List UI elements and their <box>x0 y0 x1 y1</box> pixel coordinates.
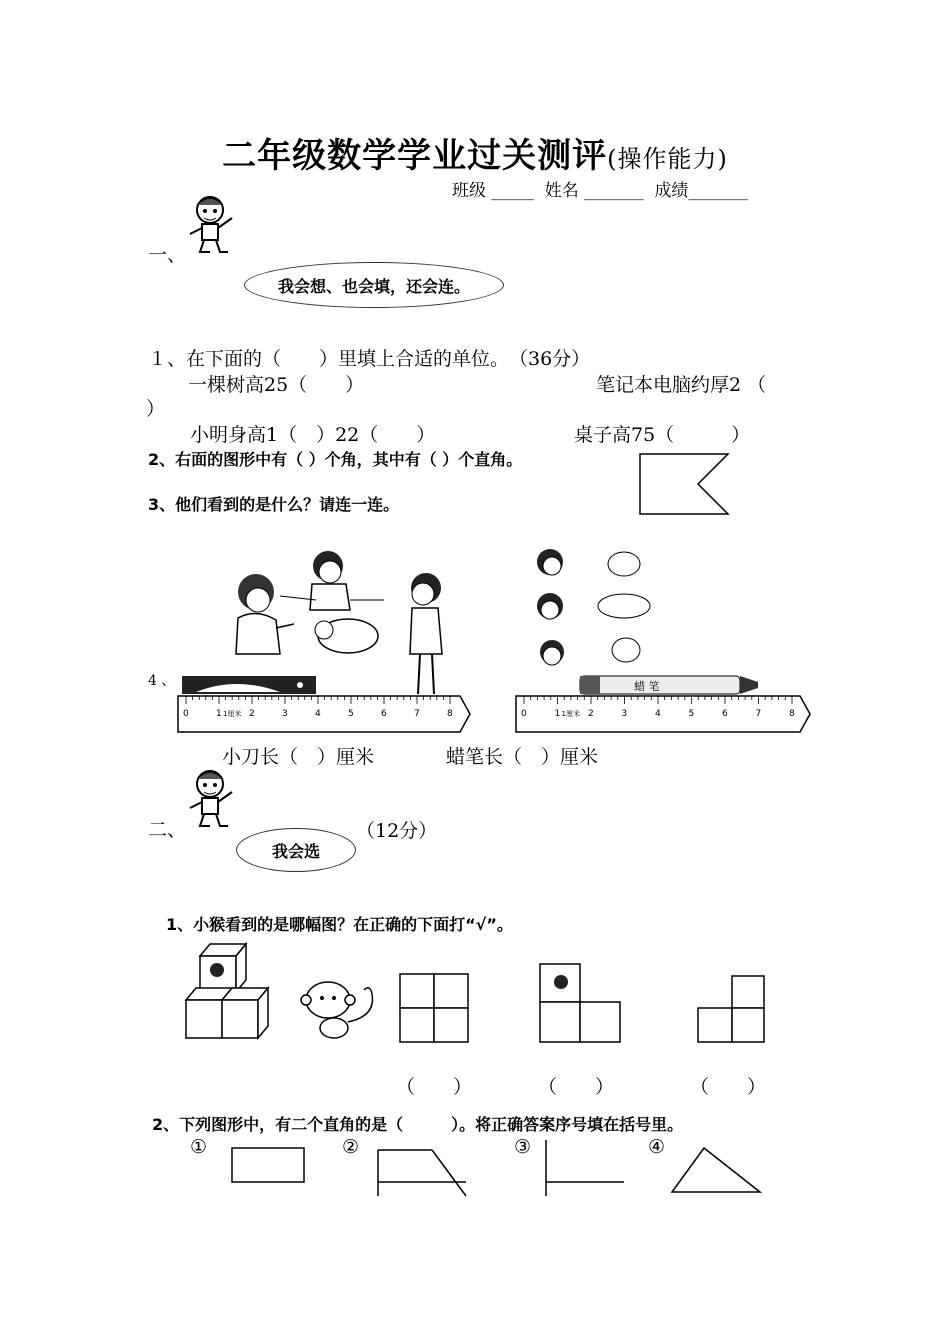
q2-stem: 2、右面的图形中有（ ）个角，其中有（ ）个直角。 <box>148 450 523 469</box>
ruler-tick-label: 6 <box>381 709 387 719</box>
ruler-tick-label: 5 <box>688 709 695 719</box>
shape-label-1: ① <box>190 1136 208 1158</box>
s2-q2-stem: 2、下列图形中，有二个直角的是（ ）。将正确答案序号填在括号里。 <box>152 1115 684 1134</box>
ruler-tick-label: 0 <box>183 709 189 719</box>
name-field[interactable]: 姓名 _______ <box>544 181 644 201</box>
children-viewing-pig-illustration <box>216 544 456 694</box>
cartoon-mascot-icon <box>180 764 240 834</box>
ruler-tick-label: 3 <box>282 709 288 719</box>
section2-bubble: 我会选 <box>236 828 356 872</box>
option-blank-2[interactable]: （ ） <box>538 1076 615 1098</box>
title-main: 二年级数学学业过关测评 <box>222 136 608 176</box>
ruler-tick-label: 6 <box>722 709 728 719</box>
score-field[interactable]: 成绩_______ <box>654 181 748 201</box>
shape-trapezoid-lines <box>378 1150 466 1196</box>
ruler-tick-label: 0 <box>521 709 527 719</box>
student-info <box>452 176 748 201</box>
option-blank-3[interactable]: （ ） <box>690 1076 767 1098</box>
s2-q1-stem: 1、小猴看到的是哪幅图？在正确的下面打“√”。 <box>166 915 513 934</box>
ruler-unit-label: 1厘米 <box>223 710 242 718</box>
ruler-tick-label: 7 <box>755 709 762 719</box>
q1-desk[interactable]: 桌子高75（ ） <box>574 424 751 446</box>
cube-views-figure <box>180 936 780 1048</box>
q1-laptop-close: ） <box>146 398 166 420</box>
ruler-tick-label: 8 <box>789 709 795 719</box>
section1-bubble: 我会想、也会填，还会连。 <box>244 262 504 308</box>
ruler-tick-label: 7 <box>414 709 420 719</box>
title-suffix: (操作能力) <box>607 145 728 173</box>
flag-shape-figure <box>636 450 732 518</box>
q3-stem: 3、他们看到的是什么？请连一连。 <box>148 495 400 514</box>
crayon-ruler-figure <box>514 674 824 736</box>
ruler-tick-label: 1 <box>554 709 561 719</box>
q1-laptop[interactable]: 笔记本电脑约厚2 （ <box>596 374 767 396</box>
shape-label-4: ④ <box>648 1136 666 1158</box>
views-matching-illustration <box>530 544 670 674</box>
shape-right-angle-lines <box>546 1140 624 1196</box>
ruler-unit-label: 1厘米 <box>561 710 580 718</box>
angle-shapes-figure <box>220 1140 780 1200</box>
option-blank-1[interactable]: （ ） <box>396 1076 473 1098</box>
page-title <box>0 128 950 177</box>
q1-tree[interactable]: 一棵树高25（ ） <box>188 374 365 396</box>
ruler-tick-label: 8 <box>447 709 453 719</box>
ruler-tick-label: 3 <box>621 709 628 719</box>
q1-ming[interactable]: 小明身高1（ ）22（ ） <box>190 424 436 446</box>
shape-label-2: ② <box>342 1136 360 1158</box>
section2-number: 二、 <box>148 819 187 841</box>
ruler-tick-label: 2 <box>588 709 594 719</box>
section1-number: 一、 <box>148 244 187 266</box>
cartoon-mascot-icon <box>180 190 240 260</box>
section2-score: （12分） <box>356 820 438 842</box>
ruler-tick-label: 4 <box>655 709 661 719</box>
q1-stem: １、在下面的（ ）里填上合适的单位。 （36分） <box>148 348 591 370</box>
ruler-tick-label: 2 <box>249 709 255 719</box>
shape-triangle <box>672 1148 760 1192</box>
ruler-tick-label: 4 <box>315 709 321 719</box>
shape-label-3: ③ <box>514 1136 532 1158</box>
class-field[interactable]: 班级 _____ <box>452 181 534 201</box>
q4-knife[interactable]: 小刀长（ ）厘米 <box>222 746 375 768</box>
q4-number: 4 、 <box>148 673 176 689</box>
shape-rectangle <box>232 1148 304 1182</box>
q4-crayon[interactable]: 蜡笔长（ ）厘米 <box>446 746 599 768</box>
ruler-tick-label: 5 <box>348 709 354 719</box>
knife-ruler-figure <box>176 674 476 736</box>
crayon-label: 蜡 笔 <box>634 680 660 693</box>
ruler-tick-label: 1 <box>216 709 222 719</box>
